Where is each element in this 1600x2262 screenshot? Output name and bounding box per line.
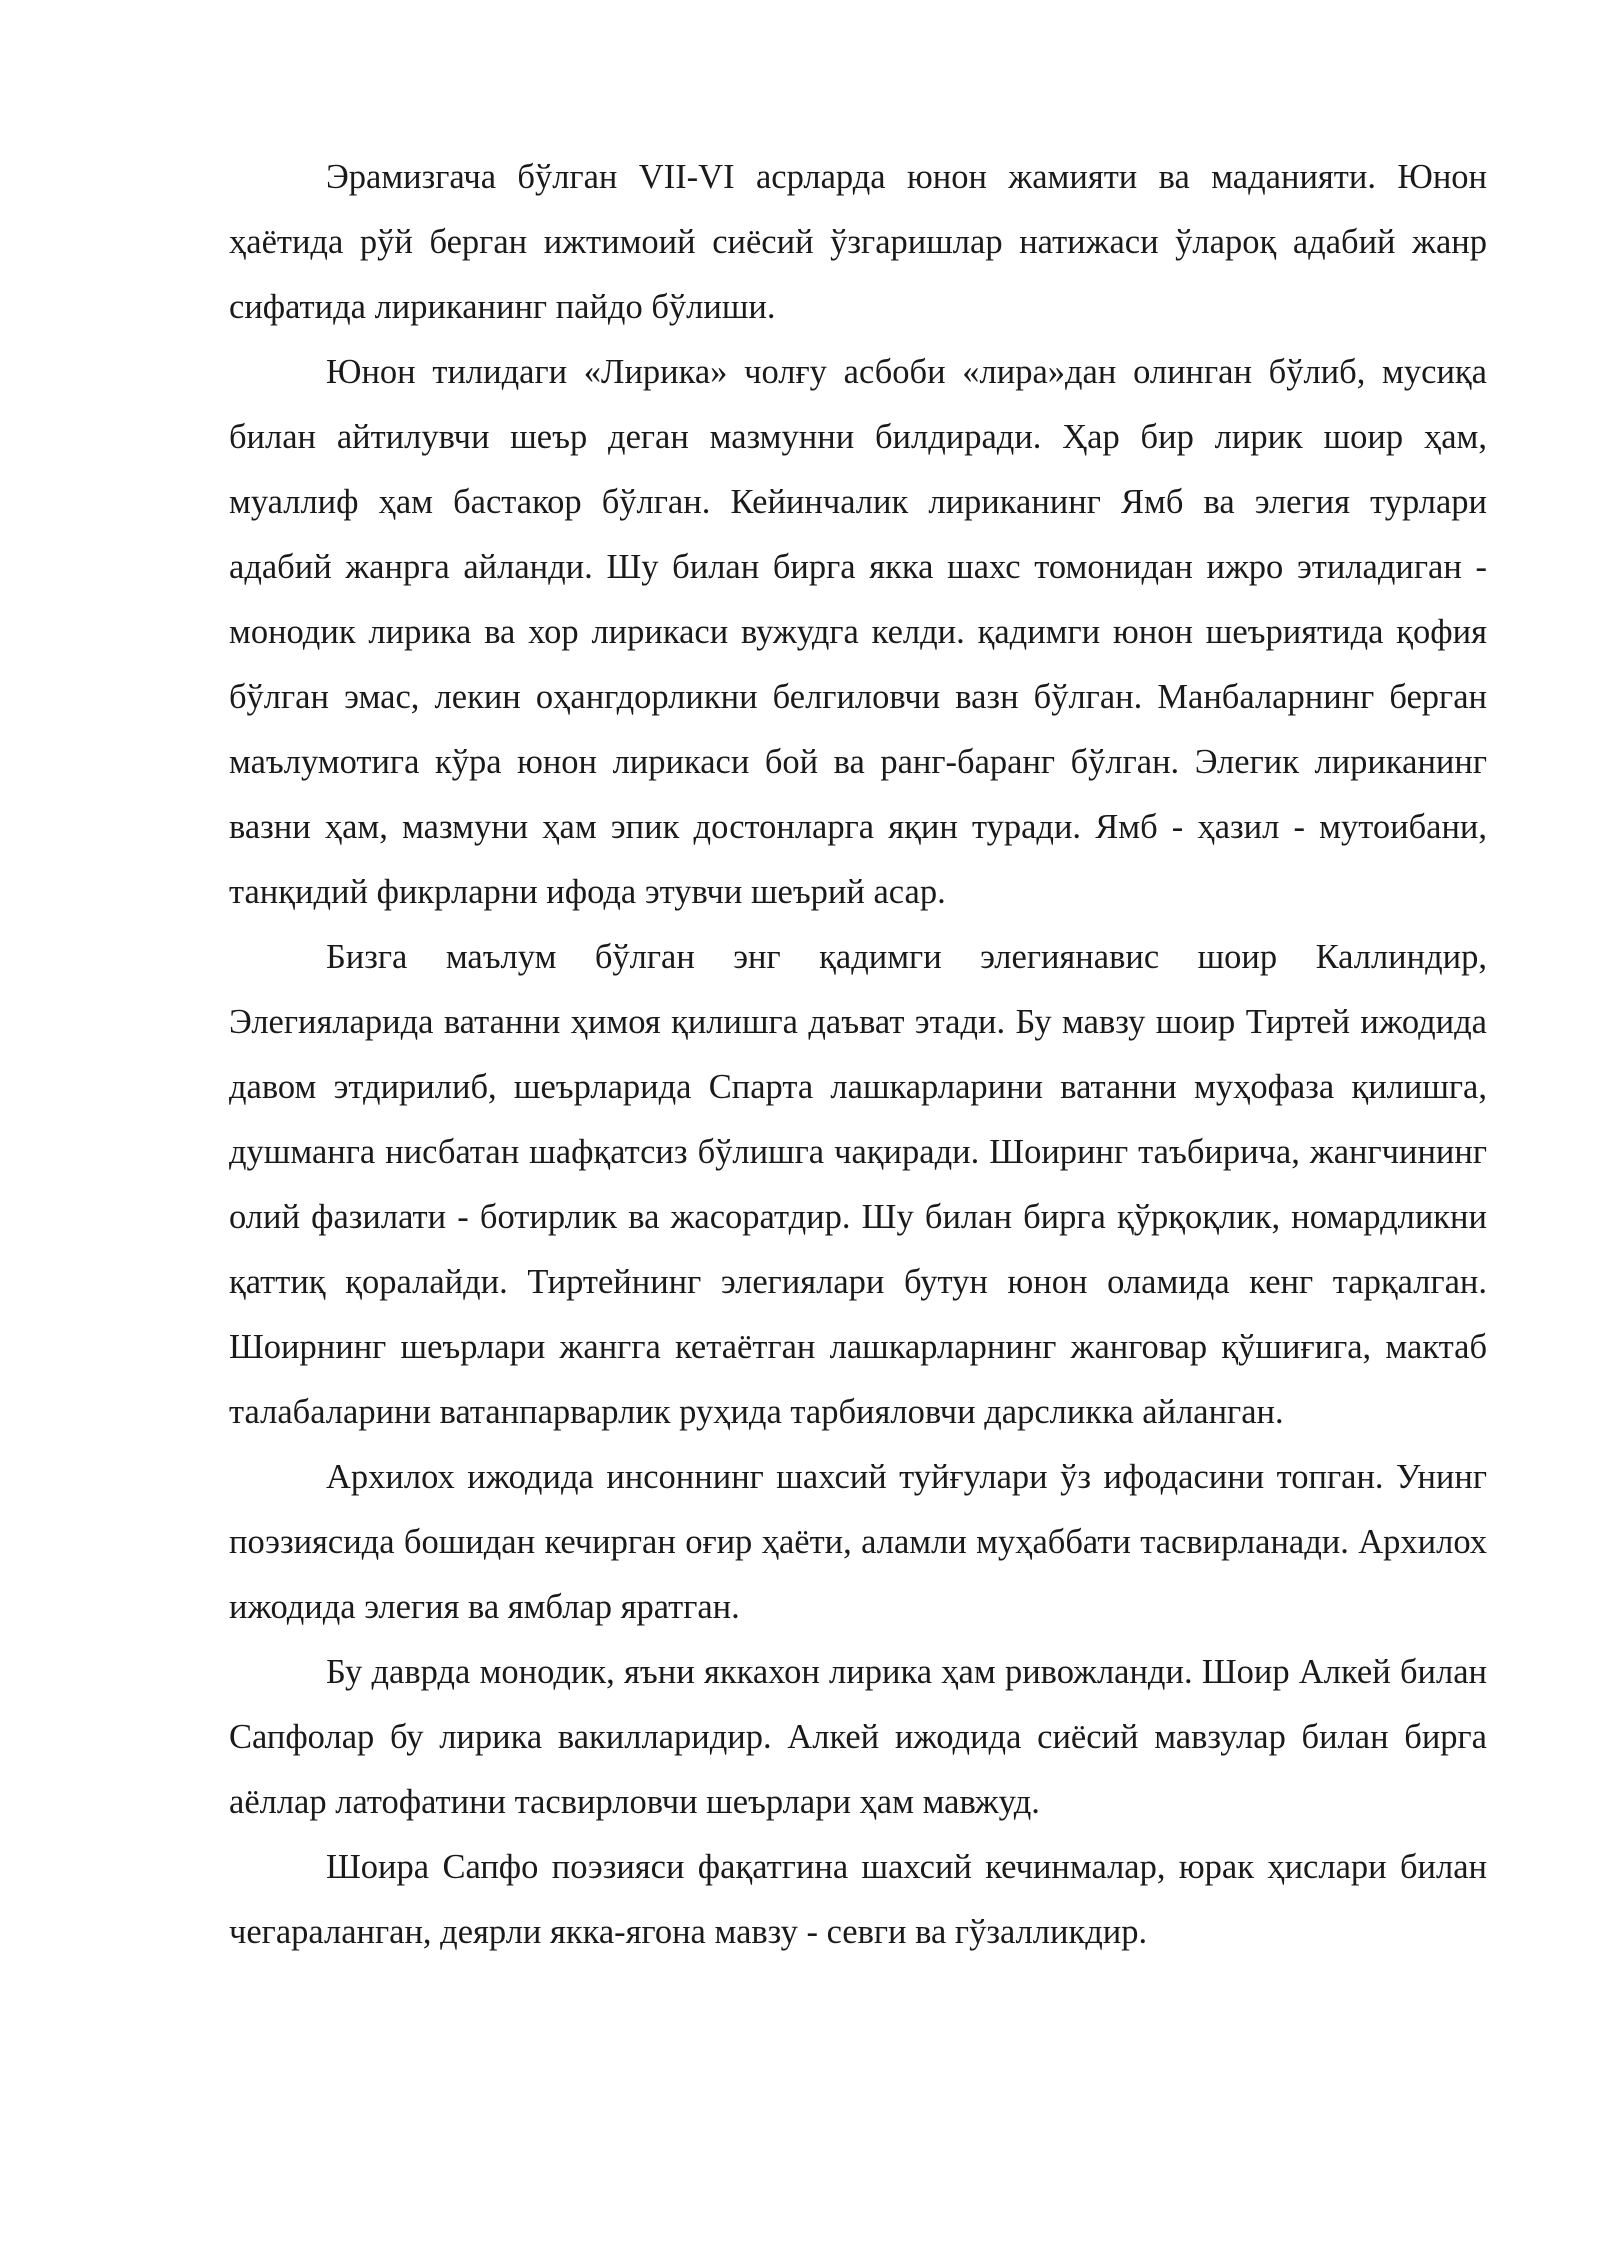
document-body	[229, 145, 1487, 1965]
paragraph-1: Эрамизгача бўлган VII-VI асрларда юнон жамияти ва маданияти. Юнон ҳаётида рўй берган ижтимоий сиёсий ўзгаришлар натижаси ўлароқ адабий жанр сифатида лириканинг пайдо бўлиши.	[229, 158, 1487, 326]
paragraph-3: Бизга маълум бўлган энг қадимги элегиянавис шоир Каллиндир, Элегияларида ватанни ҳимоя қилишга даъват этади. Бу мавзу шоир Тиртей ижодида давом этдирилиб, шеърларида Спарта лашкарларини ватанни муҳофаза қилишга, душманга нисбатан шафқатсиз бўлишга чақиради. Шоиринг таъбирича, жангчининг олий фазилати - ботирлик ва жасоратдир. Шу билан бирга қўрқоқлик, номардликни қаттиқ қоралайди. Тиртейнинг элегиялари бутун юнон оламида кенг тарқалган. Шоирнинг шеърлари жангга кетаётган лашкарларнинг жанговар қўшиғига, мактаб талабаларини ватанпарварлик руҳида тарбияловчи дарсликка айланган.	[229, 938, 1487, 1431]
paragraph-5: Бу даврда монодик, яъни яккахон лирика ҳам ривожланди. Шоир Алкей билан Сапфолар бу лирика вакилларидир. Алкей ижодида сиёсий мавзулар билан бирга аёллар латофатини тасвирловчи шеърлари ҳам мавжуд.	[229, 1653, 1487, 1821]
paragraph-4: Архилох ижодида инсоннинг шахсий туйғулари ўз ифодасини топган. Унинг поэзиясида бошидан кечирган оғир ҳаёти, аламли муҳаббати тасвирланади. Архилох ижодида элегия ва ямблар яратган.	[229, 1458, 1487, 1626]
paragraph-2: Юнон тилидаги «Лирика» чолғу асбоби «лира»дан олинган бўлиб, мусиқа билан айтилувчи шеър деган мазмунни билдиради. Ҳар бир лирик шоир ҳам, муаллиф ҳам бастакор бўлган. Кейинчалик лириканинг Ямб ва элегия турлари адабий жанрга айланди. Шу билан бирга якка шахс томонидан ижро этиладиган - монодик лирика ва хор лирикаси вужудга келди. қадимги юнон шеъриятида қофия бўлган эмас, лекин оҳангдорликни белгиловчи вазн бўлган. Манбаларнинг берган маълумотига кўра юнон лирикаси бой ва ранг-баранг бўлган. Элегик лириканинг вазни ҳам, мазмуни ҳам эпик достонларга яқин туради. Ямб - ҳазил - мутоибани, танқидий фикрларни ифода этувчи шеърий асар.	[229, 353, 1487, 911]
paragraph-6: Шоира Сапфо поэзияси фақатгина шахсий кечинмалар, юрак ҳислари билан чегараланган, деярли якка-ягона мавзу - севги ва гўзалликдир.	[229, 1848, 1487, 1951]
